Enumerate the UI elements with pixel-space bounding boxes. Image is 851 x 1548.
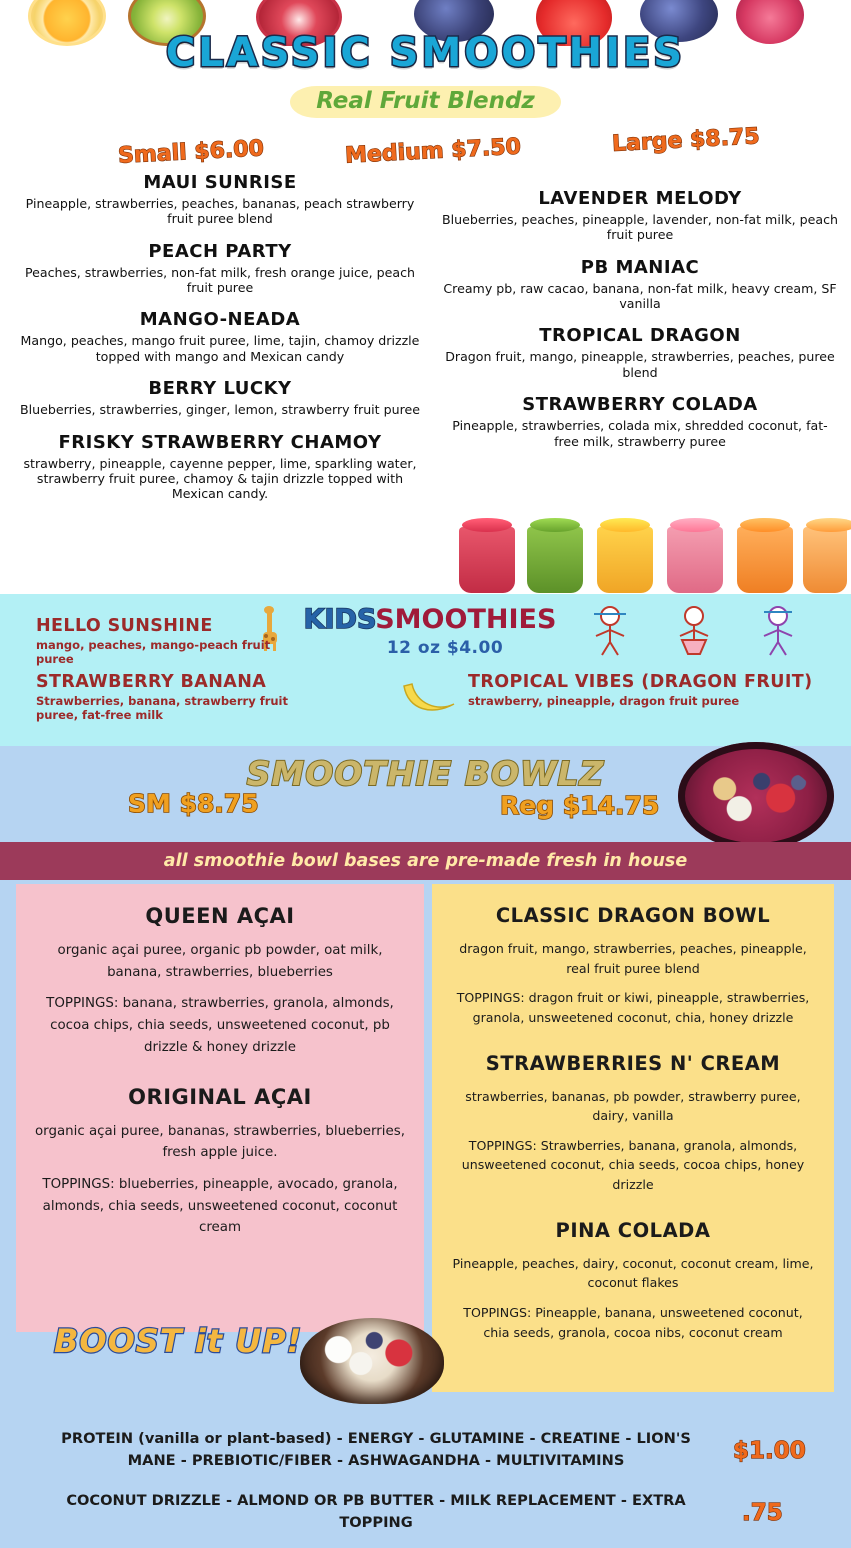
bowl-toppings: TOPPINGS: Strawberries, banana, granola, almonds, unsweetened coconut, chia seeds, cocoa chips, honey drizzle — [461, 1137, 805, 1193]
subtitle-highlight — [290, 86, 561, 118]
bowlz-price-reg: Reg $14.75 — [500, 791, 660, 820]
boost-row-text: COCONUT DRIZZLE - ALMOND OR PB BUTTER - MILK REPLACEMENT - EXTRA TOPPING — [66, 1492, 686, 1531]
bowl-toppings: TOPPINGS: blueberries, pineapple, avocado, granola, almonds, chia seeds, unsweetened coconut, coconut cream — [42, 1176, 398, 1236]
bowl-toppings: TOPPINGS: dragon fruit or kiwi, pineapple, strawberries, granola, unsweetened coconut, chia, honey drizzle — [456, 990, 810, 1025]
menu-item-name: PEACH PARTY — [148, 240, 292, 262]
boost-bowl-photo — [300, 1318, 444, 1404]
fruit-bowls-panel — [432, 884, 834, 1394]
banana-icon — [398, 680, 460, 718]
smoothie-cups-photo — [455, 515, 851, 593]
kids-item-desc: mango, peaches, mango-peach fruit puree — [36, 638, 271, 667]
menu-item-name: MAUI SUNRISE — [143, 172, 297, 193]
smoothie-bowlz-header — [0, 746, 851, 842]
boost-row-price: $1.00 — [733, 1438, 806, 1464]
smoothie-cup-image — [527, 527, 583, 593]
premade-banner: all smoothie bowl bases are pre-made fresh in house — [0, 842, 851, 880]
bowl-desc: organic açai puree, organic pb powder, oat milk, banana, strawberries, blueberries — [57, 943, 383, 980]
bowl-name: QUEEN AÇAI — [145, 904, 295, 928]
menu-item-name: BERRY LUCKY — [148, 378, 292, 400]
boost-row-standard — [36, 1490, 716, 1534]
menu-item-name: LAVENDER MELODY — [538, 188, 742, 209]
menu-item — [10, 378, 430, 417]
bowl-name: PINA COLADA — [555, 1218, 711, 1242]
kids-drawing-icon — [576, 602, 816, 658]
kids-item-desc: strawberry, pineapple, dragon fruit puree — [468, 694, 740, 708]
menu-item — [430, 188, 850, 243]
bowl-desc: strawberries, bananas, pb powder, strawberry puree, dairy, vanilla — [465, 1088, 801, 1124]
page-title: CLASSIC SMOOTHIES — [165, 30, 686, 76]
menu-item-name: TROPICAL DRAGON — [539, 325, 741, 347]
subtitle-container — [0, 86, 851, 118]
bowlz-title: SMOOTHIE BOWLZ — [246, 754, 605, 793]
smoothie-cup-image — [459, 527, 515, 593]
bowlz-price-sm: SM $8.75 — [128, 789, 259, 818]
bowl-name: STRAWBERRIES N' CREAM — [485, 1051, 781, 1075]
menu-item — [10, 432, 430, 502]
kids-title-smoothies: SMOOTHIES — [375, 604, 557, 635]
kids-item-name: HELLO SUNSHINE — [36, 616, 213, 636]
bowl-desc: dragon fruit, mango, strawberries, peaches, pineapple, real fruit puree blend — [459, 941, 807, 976]
bowl-toppings: TOPPINGS: Pineapple, banana, unsweetened coconut, chia seeds, granola, cocoa nibs, coconut cream — [463, 1305, 803, 1340]
smoothie-cup-image — [597, 527, 653, 593]
menu-item-desc: Blueberries, strawberries, ginger, lemon, strawberry fruit puree — [20, 402, 420, 418]
price-large: Large $8.75 — [611, 124, 761, 157]
kids-menu-item — [468, 672, 848, 708]
menu-item-desc: Dragon fruit, mango, pineapple, strawberries, peaches, puree blend — [445, 349, 835, 380]
classic-smoothies-left-column — [10, 172, 430, 516]
bowl-toppings: TOPPINGS: banana, strawberries, granola, almonds, cocoa chips, chia seeds, unsweetened coconut, pb drizzle & honey drizzle — [46, 996, 394, 1055]
kids-menu-item — [36, 616, 306, 667]
menu-item-desc: strawberry, pineapple, cayenne pepper, lime, sparkling water, strawberry fruit puree, chamoy & tajin drizzle topped with Mexican candy. — [23, 455, 417, 502]
menu-item — [430, 257, 850, 312]
bowl-desc: Pineapple, peaches, dairy, coconut, coconut cream, lime, coconut flakes — [452, 1255, 814, 1291]
menu-item-desc: Mango, peaches, mango fruit puree, lime, tajin, chamoy drizzle topped with mango and Mexican candy — [20, 333, 420, 364]
price-medium: Medium $7.50 — [344, 134, 522, 169]
smoothie-cup-image — [667, 527, 723, 593]
bowl-desc: organic açai puree, bananas, strawberries, blueberries, fresh apple juice. — [34, 1123, 405, 1161]
kids-menu-item — [36, 672, 326, 723]
menu-item — [10, 309, 430, 364]
menu-item-desc: Blueberries, peaches, pineapple, lavender, non-fat milk, peach fruit puree — [442, 212, 838, 243]
acai-bowls-panel — [16, 884, 424, 1332]
menu-item-name: PB MANIAC — [580, 256, 700, 278]
smoothie-cup-image — [737, 527, 793, 593]
acai-bowl-photo — [678, 742, 834, 850]
kids-item-name: STRAWBERRY BANANA — [36, 672, 267, 692]
kids-price: 12 oz $4.00 — [386, 638, 504, 658]
kids-smoothies-section — [0, 594, 851, 746]
menu-item — [10, 241, 430, 296]
kids-title-kids: KIDS — [303, 604, 376, 635]
boost-row-premium — [36, 1428, 716, 1472]
bowl-name: ORIGINAL AÇAI — [128, 1084, 312, 1109]
boost-row-price: .75 — [742, 1500, 783, 1526]
kids-item-name: TROPICAL VIBES (DRAGON FRUIT) — [468, 672, 813, 692]
menu-item-desc: Creamy pb, raw cacao, banana, non-fat milk, heavy cream, SF vanilla — [443, 280, 837, 312]
kids-section-title — [300, 604, 560, 635]
menu-item — [430, 394, 850, 449]
price-small: Small $6.00 — [117, 136, 265, 169]
smoothie-cup-image — [803, 527, 847, 593]
bowl-name: CLASSIC DRAGON BOWL — [495, 904, 771, 927]
boost-title: BOOST it UP! — [54, 1322, 303, 1360]
menu-item-desc: Pineapple, strawberries, colada mix, shredded coconut, fat-free milk, strawberry puree — [452, 418, 828, 449]
kids-item-desc: Strawberries, banana, strawberry fruit puree, fat-free milk — [36, 694, 289, 723]
menu-item-name: MANGO-NEADA — [139, 309, 301, 331]
menu-item-desc: Peaches, strawberries, non-fat milk, fresh orange juice, peach fruit puree — [24, 264, 416, 296]
menu-item-desc: Pineapple, strawberries, peaches, bananas, peach strawberry fruit puree blend — [25, 196, 415, 227]
menu-item-name: STRAWBERRY COLADA — [522, 394, 758, 416]
page-subtitle: Real Fruit Blendz — [316, 88, 535, 114]
boost-row-text: PROTEIN (vanilla or plant-based) - ENERGY - GLUTAMINE - CREATINE - LION'S MANE - PREBIOTIC/FIBER - ASHWAGANDHA - MULTIVITAMINS — [61, 1430, 691, 1469]
menu-item — [430, 325, 850, 380]
menu-item-name: FRISKY STRAWBERRY CHAMOY — [58, 431, 382, 453]
menu-item — [10, 172, 430, 227]
classic-smoothies-right-column — [430, 188, 850, 463]
